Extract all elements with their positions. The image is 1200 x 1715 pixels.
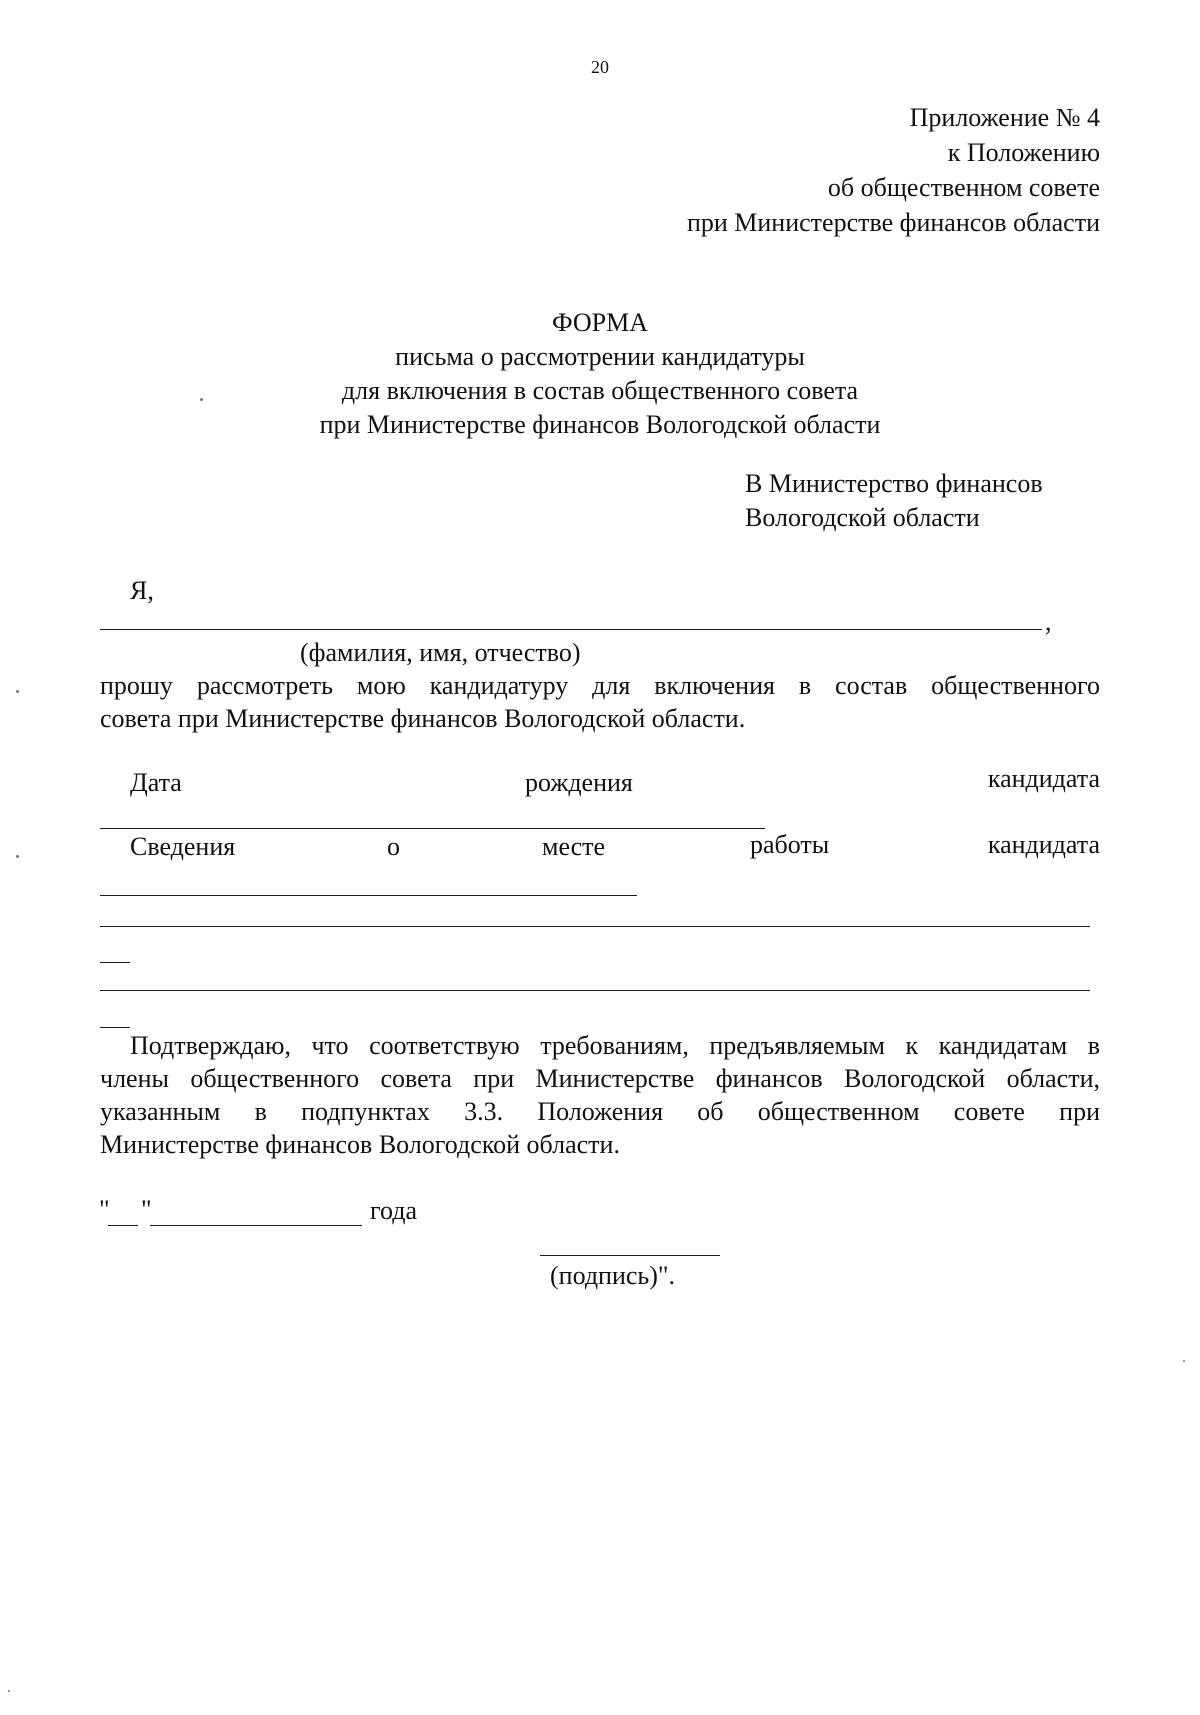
work-word-3: месте [542, 832, 606, 861]
birth-word-1: Дата [130, 768, 182, 797]
scan-speck [1183, 1360, 1185, 1362]
date-month-underline [150, 1225, 362, 1226]
request-line-1: прошу рассмотреть мою кандидатуру для включения в состав общественного [100, 671, 1100, 700]
fio-caption: (фамилия, имя, отчество) [300, 638, 581, 667]
appendix-line-1: Приложение № 4 [909, 103, 1100, 132]
confirm-line-2: члены общественного совета при Министерстве финансов Вологодской области, [100, 1064, 1100, 1093]
signature-caption: (подпись)". [550, 1261, 676, 1290]
addressee-line-2: Вологодской области [745, 503, 980, 532]
date-quote-open: " [99, 1195, 110, 1224]
date-quote-close: " [141, 1195, 152, 1224]
work-underline-3 [100, 990, 1090, 991]
scan-speck [200, 398, 203, 401]
date-day-underline [108, 1225, 138, 1226]
appendix-line-3: об общественном совете [827, 173, 1100, 202]
work-underline-2 [100, 926, 1090, 927]
birth-date-underline [100, 828, 765, 829]
addressee-line-1: В Министерство финансов [745, 469, 1043, 498]
work-word-4: работы [750, 830, 830, 859]
ya-label: Я, [130, 576, 154, 605]
form-title-line-2: для включения в состав общественного совета [341, 376, 859, 405]
work-underline-stub-2 [100, 1027, 130, 1028]
date-year-word: года [370, 1196, 418, 1225]
confirm-line-1: Подтверждаю, что соответствую требованиям, предъявляемым к кандидатам в [130, 1031, 1100, 1060]
scan-speck [16, 690, 19, 693]
confirm-line-3: указанным в подпунктах 3.3. Положения об общественном совете при [100, 1097, 1100, 1126]
scan-speck [8, 1690, 10, 1692]
fio-underline [100, 629, 1042, 630]
page-number: 20 [591, 57, 609, 77]
birth-word-2: рождения [525, 768, 633, 797]
signature-underline [540, 1255, 720, 1256]
appendix-line-4: при Министерстве финансов области [686, 208, 1100, 237]
scan-speck [16, 855, 19, 858]
work-word-2: о [387, 832, 400, 861]
form-title-line-1: письма о рассмотрении кандидатуры [395, 342, 805, 371]
work-word-5: кандидата [987, 830, 1100, 859]
request-line-2: совета при Министерстве финансов Вологодской области. [100, 704, 746, 733]
form-heading: ФОРМА [552, 308, 648, 337]
form-title-line-3: при Министерстве финансов Вологодской области [319, 410, 881, 439]
work-word-1: Сведения [130, 832, 236, 861]
work-underline-1 [100, 895, 637, 896]
fio-comma: , [1045, 607, 1052, 636]
birth-word-3: кандидата [987, 764, 1100, 793]
confirm-line-4: Министерстве финансов Вологодской области. [100, 1130, 620, 1159]
appendix-line-2: к Положению [947, 138, 1100, 167]
work-underline-stub-1 [100, 962, 130, 963]
